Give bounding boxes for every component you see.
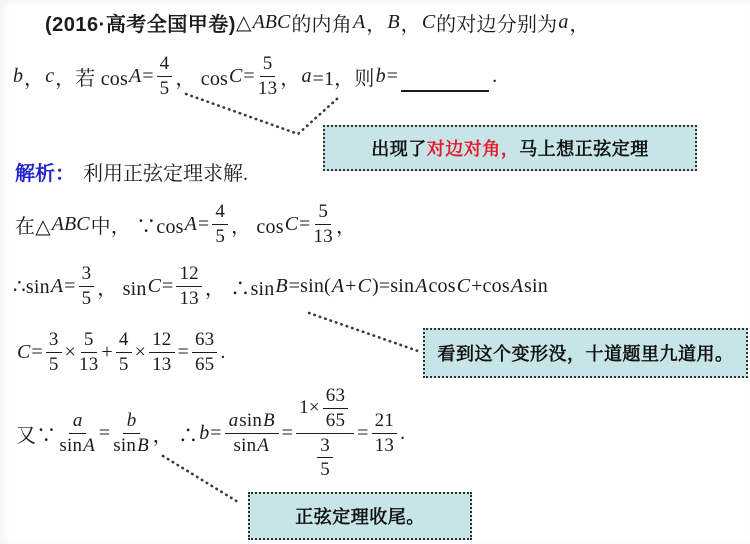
solution-line-1: 在△ ABC 中， ∵cos A = $\frac{4}{5}$ ， cos C = $\frac{5}{13}$ ， — [15, 200, 357, 247]
callout-1-text-prefix: 出现了 — [371, 139, 427, 159]
solution-line-2: ∴sin A = $\frac{3}{5}$ ， sin C = $\frac{12}{13}$ ， ∴sin B =sin( A + C )=sin A cos C +cos A sin — [13, 262, 548, 309]
problem-line-2: b ， c ，若 cos A = $\frac{4}{5}$ ， cos C = $\frac{5}{13}$ ， a =1，则 b = . — [13, 52, 498, 99]
analysis-label: 解析： — [15, 163, 75, 185]
callout-3-text: 正弦定理收尾。 — [295, 507, 425, 527]
analysis-text: 利用正弦定理求解. — [83, 163, 248, 185]
solution-line-4: 又∵ a sin A = b sin B ， ∴ b = a sin B sin A = 1× $\frac{63}{65}$ $\frac{3}{5}$ = $\frac{21}{13}$ . — [16, 384, 406, 481]
connector-line-sinb-to-callout2 — [309, 313, 418, 351]
callout-1-highlight: 对边对角， — [426, 139, 520, 159]
analysis-line — [15, 157, 248, 186]
problem-line-1: (2016·高考全国甲卷) △ ABC 的内角 A ， B ， C 的对边分别为 a ， — [45, 10, 590, 36]
solution-line-3: C = $\frac{3}{5}$ × $\frac{5}{13}$ + $\frac{4}{5}$ × $\frac{12}{13}$ = $\frac{63}{65}$ . — [17, 328, 226, 375]
callout-2-text: 看到这个变形没，十道题里九道用。 — [437, 344, 734, 364]
callout-1-text-suffix: 马上想正弦定理 — [519, 139, 649, 159]
callout-transformation-hint — [423, 328, 748, 378]
callout-sine-rule-hint — [323, 125, 697, 171]
callout-ending-hint — [248, 492, 472, 540]
